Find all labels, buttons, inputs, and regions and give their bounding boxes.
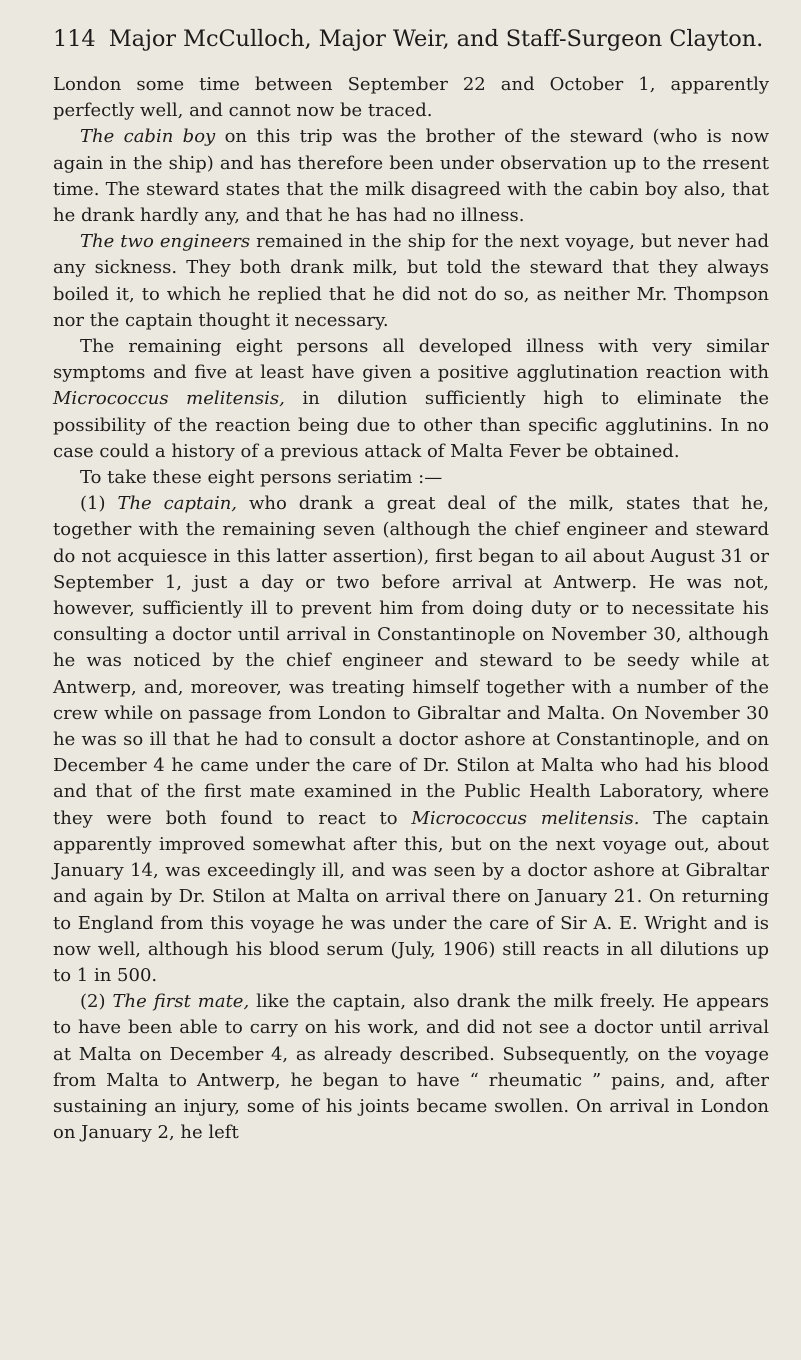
text-run: like the captain, also drank the milk freely. He appears to have been able to carry on his work, and did not see a doctor until arrival at Malta on December 4, as already described. Subsequently, on the voyage from Malta to Antwerp, he began to have “ rheumatic ” pains, and, after sustaining an injury, some of his joints became swollen. On arrival in London on January 2, he left xyxy=(53,991,769,1144)
running-header xyxy=(53,24,763,54)
text-run: in dilution sufficiently high to eliminate the possibility of the reaction being due to other than specific agglutinins. In no case could a history of a previous attack of Malta Fever be obtained. xyxy=(53,388,769,462)
paragraph xyxy=(53,334,769,465)
italic-run: The cabin boy xyxy=(80,126,216,148)
paragraph xyxy=(53,124,769,229)
italic-run: The captain, xyxy=(117,493,238,515)
paragraph xyxy=(53,229,769,334)
paragraph xyxy=(53,72,769,124)
item-number: (2) xyxy=(80,991,113,1013)
text-run: The remaining eight persons all developed illness with very similar symptoms and five at least have given a positive agglutination reaction with xyxy=(53,336,769,384)
text-run: who drank a great deal of the milk, states that he, together with the remaining seven (although the chief engineer and steward do not acquiesce in this latter assertion), first began to ail about August 31 or September 1, just a day or two before arrival at Antwerp. He was not, however, sufficiently ill to prevent him from doing duty or to necessitate his consulting a doctor until arrival in Constantinople on November 30, although he was noticed by the chief engineer and steward to be seedy while at Antwerp, and, moreover, was treating himself together with a number of the crew while on passage from London to Gibraltar and Malta. On November 30 he was so ill that he had to consult a doctor ashore at Constantinople, and on December 4 he came under the care of Dr. Stilon at Malta who had his blood and that of the first mate examined in the Public Health Laboratory, where they were both found to react to xyxy=(53,493,770,829)
page-number: 114 xyxy=(53,26,96,52)
text-run: remained in the ship for the next voyage, but never had any sickness. They both drank milk, but told the steward that they always boiled it, to which he replied that he did not do so, as neither Mr. Thompson nor the captain thought it necessary. xyxy=(53,231,770,331)
body-text xyxy=(53,72,769,1146)
text-run: To take these eight persons seriatim :— xyxy=(80,467,443,489)
italic-run: Micrococcus melitensis, xyxy=(53,388,285,410)
italic-run: The first mate, xyxy=(112,991,250,1013)
italic-run: Micrococcus melitensis. xyxy=(411,807,640,829)
numbered-paragraph xyxy=(53,989,769,1146)
running-title: Major McCulloch, Major Weir, and Staff-Surgeon Clayton. xyxy=(108,26,764,52)
text-run: London some time between September 22 and October 1, apparently perfectly well, and cannot now be traced. xyxy=(53,74,769,122)
item-number: (1) xyxy=(80,493,118,515)
text-run: The captain apparently improved somewhat after this, but on the next voyage out, about January 14, was exceedingly ill, and was seen by a doctor ashore at Gibraltar and again by Dr. Stilon at Malta on arrival there on January 21. On returning to England from this voyage he was under the care of Sir A. E. Wright and is now well, although his blood serum (July, 1906) still reacts in all dilutions up to 1 in 500. xyxy=(53,807,769,986)
numbered-paragraph xyxy=(53,491,769,989)
paragraph xyxy=(53,465,769,491)
italic-run: The two engineers xyxy=(80,231,251,253)
text-run: on this trip was the brother of the steward (who is now again in the ship) and has therefore been under observation up to the rresent time. The steward states that the milk disagreed with the cabin boy also, that he drank hardly any, and that he has had no illness. xyxy=(53,126,769,227)
